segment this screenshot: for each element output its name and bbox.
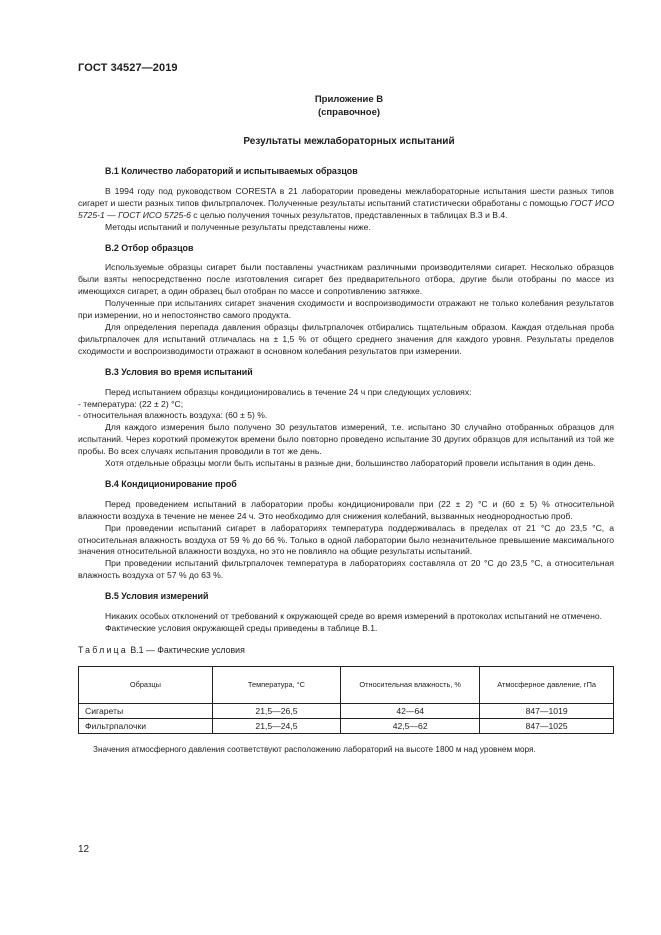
section-heading-b5: В.5 Условия измерений: [105, 591, 209, 602]
table-header-row: [79, 666, 614, 703]
column-header: Атмосферное давление, гПа: [480, 666, 614, 703]
section-heading-b4: В.4 Кондиционирование проб: [105, 478, 237, 489]
section-heading-b2: В.2 Отбор образцов: [105, 242, 194, 253]
paragraph: При проведении испытаний сигарет в лабораториях температура поддерживалась в пределах от 21 °С до 23,5 °С, а относительная влажность воздуха от 59 % до 66 %. Только в одной лаборатории было незначительное превышение максимального значения относительной влажности воздуха, но это не повлияло на общие результаты испытаний.: [78, 522, 614, 557]
table-cell: 42,5—62: [341, 718, 480, 733]
column-header: Образцы: [79, 666, 213, 703]
paragraph: Полученные при испытаниях сигарет значения сходимости и воспроизводимости отражают не только колебания результатов при измерении, но и непостоянство самого продукта.: [78, 298, 614, 321]
paragraph: Используемые образцы сигарет были поставлены участникам различными производителями сигарет. Несколько образцов были взяты непосредственно после изготовления сигарет без предварительного отбора, другие были отобраны по массе из имеющихся сигарет, а один образец был отобран по массе и сопротивлению затяжке.: [78, 262, 614, 297]
annex-main-title: Результаты межлабораторных испытаний: [243, 136, 455, 147]
table-cell: 42—64: [341, 703, 480, 718]
table-caption: Таблица В.1 — Фактические условия: [78, 644, 245, 655]
table-row: [79, 718, 614, 733]
section-heading-b3: В.3 Условия во время испытаний: [105, 366, 253, 377]
section-heading-b1: В.1 Количество лабораторий и испытываемых образцов: [105, 166, 358, 176]
table-cell: 21,5—26,5: [212, 703, 340, 718]
table-note: Значения атмосферного давления соответствуют расположению лабораторий на высоте 1800 м над уровнем моря.: [93, 744, 536, 754]
page-number: 12: [78, 844, 90, 855]
list-item: - относительная влажность воздуха: (60 ± 5) %.: [78, 410, 268, 421]
paragraph: При проведении испытаний фильтрпалочек температура в лабораториях составляла от 20 °С до 23,5 °С, а относительная влажность воздуха от 57 % до 63 %.: [78, 558, 614, 581]
table-cell: Фильтрпалочки: [79, 718, 213, 733]
table-cell: 21,5—24,5: [212, 718, 340, 733]
list-item: - температура: (22 ± 2) °С;: [78, 398, 184, 409]
annex-subtitle: (справочное): [317, 107, 381, 118]
paragraph: Перед испытанием образцы кондиционировались в течение 24 ч при следующих условиях:: [105, 386, 472, 397]
paragraph: Никаких особых отклонений от требований к окружающей среде во время измерений в протоколах испытаний не отмечено.: [105, 611, 603, 622]
paragraph: Для определения перепада давления образцы фильтрпалочек отбирались тщательным образом. Каждая отдельная проба фильтрпалочек для испытаний отличалась на ± 1,5 % от общего среднего значения для каждого уровня. Результаты пределов сходимости и воспроизводимости отражают в основном колебания результатов при измерении.: [78, 321, 614, 356]
paragraph: В 1994 году под руководством CORESTA в 21 лаборатории проведены межлабораторные испытания шести разных типов сигарет и шести разных типов фильтрпалочек. Полученные результаты испытаний статистически обработаны с помощью ГОСТ ИСО 5725-1 — ГОСТ ИСО 5725-6 с целью получения точных результатов, представленных в таблицах В.3 и В.4.: [78, 185, 615, 220]
column-header: Относительная влажность, %: [341, 666, 480, 703]
paragraph: Для каждого измерения было получено 30 результатов измерений, т.е. испытано 30 случайно отобранных образцов для испытаний. Через короткий промежуток времени было повторно проведено испытание 30 других образцов для испытаний из той же пробы. Во всех случаях испытания проводили в тот же день.: [78, 422, 614, 457]
document-body: [78, 166, 614, 756]
table-cell: 847—1025: [480, 718, 614, 733]
paragraph: Хотя отдельные образцы могли быть испытаны в разные дни, большинство лабораторий провели испытания в один день.: [105, 458, 596, 469]
conditions-table: [78, 666, 614, 734]
table-cell: 847—1019: [480, 703, 614, 718]
column-header: Температура, °С: [212, 666, 340, 703]
annex-heading: [78, 93, 620, 119]
paragraph: Фактические условия окружающей среды приведены в таблице В.1.: [105, 623, 378, 633]
standard-code-header: ГОСТ 34527—2019: [78, 62, 178, 74]
annex-title: Приложение В: [314, 94, 384, 105]
paragraph: Методы испытаний и полученные результаты представлены ниже.: [105, 221, 371, 232]
paragraph: Перед проведением испытаний в лаборатории пробы кондиционировали при (22 ± 2) °С и (60 ± 5) % относительной влажности воздуха в течение не менее 24 ч. Это необходимо для снижения колебаний, вызванных неоднородностью проб.: [78, 498, 614, 521]
table-cell: Сигареты: [79, 703, 213, 718]
table-row: [79, 703, 614, 718]
